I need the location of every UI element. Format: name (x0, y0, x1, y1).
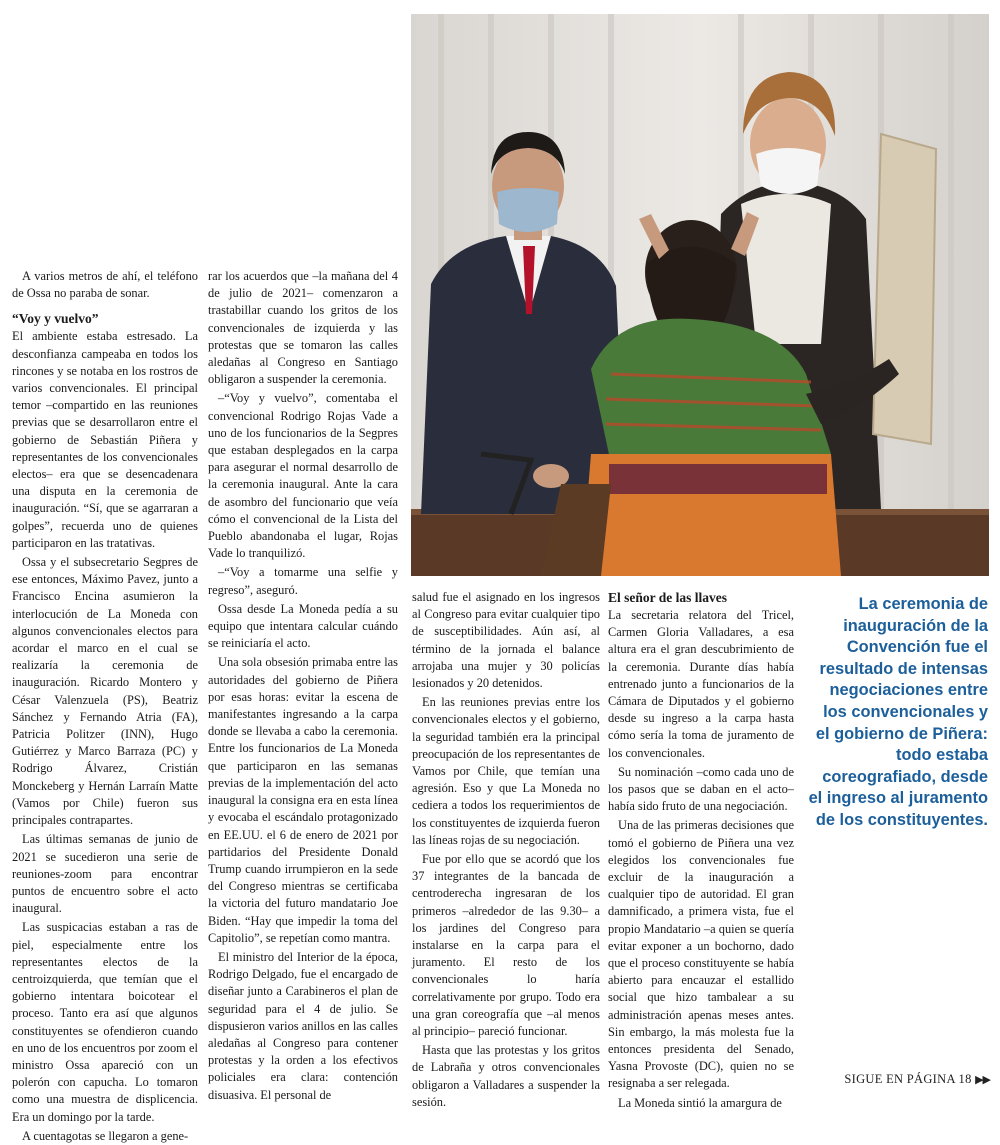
paragraph: Ossa desde La Moneda pedía a su equipo que intentara calcular cuándo se reiniciaría el acto. (208, 601, 398, 651)
paragraph: Las suspicacias estaban a ras de piel, especialmente entre los representantes electos de la centroizquierda, que temían que el gobierno intentara boicotear el proceso. Tanto era así que algunos constituyentes se ofendieron cuando en uno de los encuentros por zoom el ministro Ossa apareció con un polerón con capucha. Lo tomaron como una muestra de displicencia. Era un domingo por la tarde. (12, 920, 198, 1124)
continue-label: SIGUE EN PÁGINA 18 (844, 1072, 972, 1086)
pull-quote: La ceremonia de inauguración de la Convención fue el resultado de intensas negociaciones entre los convencionales y el gobierno de Piñera: todo estaba coreografiado, desde el ingreso al juramento de los constituyentes. (808, 595, 988, 829)
article-column-1 (12, 268, 198, 1143)
paragraph: –“Voy y vuelvo”, comentaba el convencional Rodrigo Rojas Vade a uno de los funcionarios de la Segpres que estaban desplegados en la carpa para asegurar el normal desarrollo de la ceremonia inaugural. Ante la cara de asombro del funcionario que veía cómo el convencional de la Lista del Pueblo abandonaba el lugar, Rojas Vade lo tranquilizó. (208, 391, 398, 561)
paragraph: Una sola obsesión primaba entre las autoridades del gobierno de Piñera por esas horas: evitar la escena de manifestantes ingresando a la carpa donde se llevaba a cabo la ceremonia. Entre los funcionarios de La Moneda que participaron en las semanas previas de la implementación del acto inaugural la consigna era en esta línea y evocaba el escándalo protagonizado en EE.UU. el 6 de enero de 2021 por partidarios del Presidente Donald Trump cuando irrumpieron en la sede del Congreso mientras se certificaba la victoria del futuro mandatario Joe Biden. “Hay que impedir la toma del Capitolio”, se repetían como mantra. (208, 655, 398, 945)
paragraph: Una de las primeras decisiones que tomó el gobierno de Piñera una vez elegidos los convencionales fue excluir de la inauguración a cualquier tipo de autoridad. El gran damnificado, a primera vista, fue el propio Mandatario –a quien se quería evitar exponer a un bochorno, dado que el proceso constituyente se había abierto para encauzar el estallido social que hizo tambalear a su administración apenas meses antes. Sin embargo, la más molesta fue la entonces presidenta del Senado, Yasna Provoste (DC), quien no se resignaba a ser relegada. (608, 818, 794, 1091)
paragraph: Fue por ello que se acordó que los 37 integrantes de la bancada de centroderecha ingresaran de los primeros –alrededor de las 9.30– a los jardines del Congreso para instalarse en la carpa para el juramento. El resto de los convencionales lo haría correlativamente por grupo. Todo era una gran coreografía que –al menos al principio– pareció funcionar. (412, 852, 600, 1039)
paragraph: rar los acuerdos que –la mañana del 4 de julio de 2021– comenzaron a trastabillar cuando los gritos de los convencionales de izquierda y las protestas que se tomaron las calles aledañas al Congreso en Santiago obligaron a suspender la ceremonia. (208, 269, 398, 387)
article-column-4 (608, 589, 794, 1110)
ceremony-photo (411, 14, 989, 576)
section-heading: “Voy y vuelvo” (12, 311, 99, 327)
paragraph: salud fue el asignado en los ingresos al Congreso para evitar cualquier tipo de susceptibilidades. Aún así, al término de la jornada el balance arrojaba una mujer y 30 policías lesionados y 20 detenidos. (412, 590, 600, 691)
paragraph: Hasta que las protestas y los gritos de Labraña y otros convencionales obligaron a Valladares a suspender la sesión. (412, 1043, 600, 1109)
paragraph: En las reuniones previas entre los convencionales electos y el gobierno, la seguridad también era la principal preocupación de los representantes de Vamos por Chile, que temían una agresión. Eso y que La Moneda no cediera a todos los requerimientos de los constituyentes de izquierda fueron las líneas rojas de su negociación. (412, 695, 600, 847)
double-arrow-icon: ▶▶ (975, 1074, 990, 1086)
paragraph: A varios metros de ahí, el teléfono de Ossa no paraba de sonar. (12, 269, 198, 301)
paragraph: Su nominación –como cada uno de los pasos que se daban en el acto– había sido fruto de una negociación. (608, 764, 794, 814)
article-column-3 (412, 589, 600, 1109)
paragraph: La Moneda sintió la amargura de (618, 1095, 782, 1110)
paragraph: Las últimas semanas de junio de 2021 se sucedieron una serie de reuniones-zoom para encontrar puntos de encuentro sobre el acto inaugural. (12, 832, 198, 916)
paragraph: El ambiente estaba estresado. La desconfianza campeaba en todos los rincones y se notaba en los rostros de varios convencionales. El principal temor –compartido en las reuniones previas que se desarrollaron entre el gobierno de Sebastián Piñera y representantes de los convencionales electos– era que se desencadenara una disputa en la ceremonia de inauguración. “Sí, que se agarraran a golpes”, recuerda uno de quienes participaron en las tratativas. (12, 329, 198, 550)
paragraph: –“Voy a tomarme una selfie y regreso”, aseguró. (208, 565, 398, 597)
paragraph: Ossa y el subsecretario Segpres de ese entonces, Máximo Pavez, junto a Francisco Encina asumieron la interlocución de La Moneda con algunos convencionales electos para acordar el marco en el cual se realizaría la ceremonia de inauguración. Ricardo Montero y César Valenzuela (PS), Beatriz Sánchez y Fernando Atria (FA), Patricia Politzer (INN), Hugo Gutiérrez y Marco Barraza (PC) y Rodrigo Álvarez, Cristián Monckeberg y Hernán Larraín Matte (Vamos por Chile) fueron sus principales contrapartes. (12, 555, 198, 828)
ceremony-photo-illustration (411, 14, 989, 576)
paragraph: La secretaria relatora del Tricel, Carmen Gloria Valladares, a esa altura era el gran descubrimiento de la ceremonia. Durante días había entrenado junto a funcionarios de la Cámara de Diputados y el gobierno desde su ingreso a la carpa hasta cómo sería la toma de juramento de los convencionales. (608, 608, 794, 760)
article-column-2 (208, 268, 398, 1102)
paragraph: A cuentagotas se llegaron a gene- (22, 1128, 189, 1143)
paragraph: El ministro del Interior de la época, Rodrigo Delgado, fue el encargado de diseñar junto a Carabineros el plan de seguridad para el 4 de julio. Se dispusieron varios anillos en las calles aledañas al Congreso para contener protestas y la orden a los efectivos policiales era clara: contención disuasiva. El personal de (208, 949, 398, 1102)
continue-link[interactable] (812, 1072, 990, 1087)
section-heading: El señor de las llaves (608, 590, 728, 605)
